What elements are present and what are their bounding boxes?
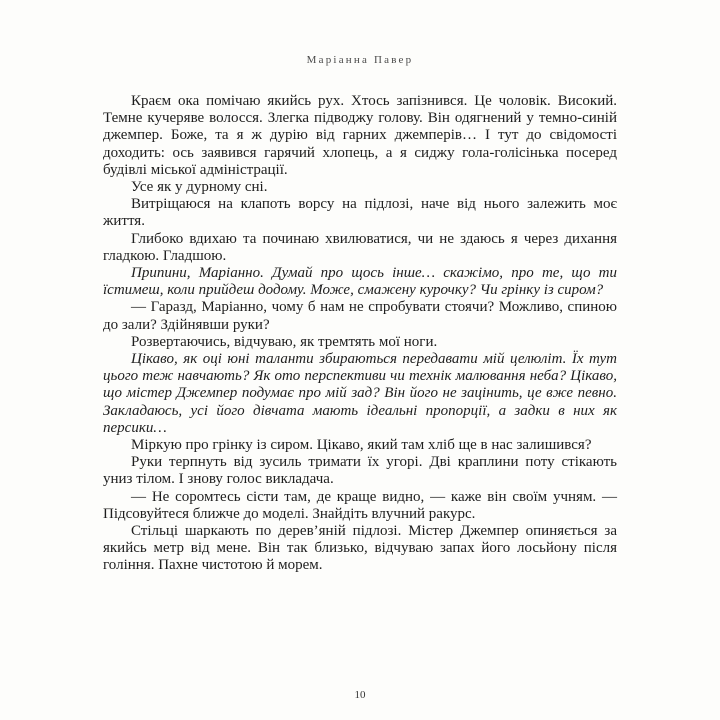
book-page <box>103 0 617 575</box>
paragraph-inner-monologue: Цікаво, як оці юні таланти збираються передавати мій целюліт. Їх тут цього теж навчають? Як ото перспективи чи технік малювання неба? Цікаво, що містер Джемпер подумає про мій зад? Він його не зацінить, це вже певно. Закладаюсь, усі його дівчата мають ідеальні пропорції, а задки в них як персики… <box>103 351 617 436</box>
paragraph: Усе як у дурному сні. <box>131 179 268 196</box>
paragraph: Розвертаючись, відчуваю, як тремтять мої ноги. <box>131 333 438 350</box>
paragraph-inner-monologue: Припини, Маріанно. Думай про щось інше… скажімо, про те, що ти їстимеш, коли прийдеш додому. Може, смажену курочку? Чи грінку із сиром? <box>103 265 617 299</box>
paragraph: Стільці шаркають по дерев’яній підлозі. Містер Джемпер опиняється за якийсь метр від мене. Він так близько, відчуваю запах його лосьйону після гоління. Пахне чистотою й морем. <box>103 523 617 574</box>
paragraph: Краєм ока помічаю якийсь рух. Хтось запізнився. Це чоловік. Високий. Темне кучеряве волосся. Злегка підводжу голову. Він одягнений у темно-синій джемпер. Боже, та я ж дурію від гарних джемперів… І тут до свідомості доходить: ось заявився гарячий хлопець, а я сиджу гола-голісінька посеред будівлі міської адміністрації. <box>103 93 617 178</box>
paragraph: Витріщаюся на клапоть ворсу на підлозі, наче від нього залежить моє життя. <box>103 196 617 230</box>
running-head-author: Маріанна Павер <box>306 54 414 66</box>
paragraph-dialogue: — Гаразд, Маріанно, чому б нам не спробувати стоячи? Можливо, спиною до зали? Здійнявши руки? <box>103 299 617 333</box>
paragraph: Міркую про грінку із сиром. Цікаво, який там хліб ще в нас залишився? <box>131 437 592 454</box>
paragraph: Глибоко вдихаю та починаю хвилюватися, чи не здаюсь я через дихання гладкою. Гладшою. <box>103 230 617 264</box>
page-number: 10 <box>354 689 366 701</box>
paragraph-dialogue: — Не соромтесь сісти там, де краще видно, — каже він своїм учням. — Підсовуйтеся ближче до моделі. Знайдіть влучний ракурс. <box>103 488 617 522</box>
paragraph: Руки терпнуть від зусиль тримати їх угорі. Дві краплини поту стікають униз тілом. І знову голос викладача. <box>103 454 617 488</box>
page-body <box>103 93 617 575</box>
